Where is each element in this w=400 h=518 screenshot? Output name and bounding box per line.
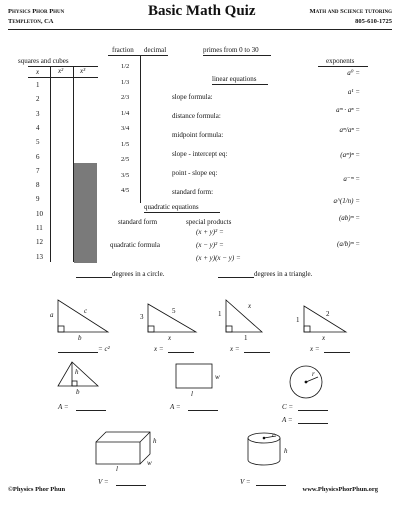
header-org-name: Physics Phor Phun: [8, 8, 65, 15]
t2-label-hyp: 5: [172, 307, 176, 315]
cylinder-answer-label: V =: [240, 478, 251, 486]
linear-equation-prompt: standard form:: [172, 188, 214, 196]
exponents-heading: exponents: [326, 57, 355, 65]
quadratic-formula-label: quadratic formula: [110, 241, 160, 249]
linear-equation-prompt: slope formula:: [172, 93, 213, 101]
cylinder-answer-blank[interactable]: [256, 485, 286, 486]
triangle-1-shape: [58, 300, 108, 332]
t3-answer-blank[interactable]: [244, 352, 270, 353]
exponent-rule-prompt: a^(1/n) =: [333, 197, 360, 205]
header-org-location: Templeton, CA: [8, 18, 54, 25]
area-rectangle-l: l: [191, 390, 193, 398]
squares-row-x-value: 4: [36, 123, 40, 132]
t4-label-bottom: x: [322, 334, 326, 342]
exponent-rule-prompt: aᵐ/aⁿ =: [339, 126, 360, 134]
circle-circumference-label: C =: [282, 403, 294, 411]
squares-row-x-value: 8: [36, 181, 40, 190]
special-product-1: (x + y)² =: [196, 228, 224, 236]
t2-label-side: 3: [140, 313, 144, 321]
squares-row-x-value: 9: [36, 195, 40, 204]
squares-row-x-value: 13: [36, 252, 43, 261]
linear-equation-prompt: point - slope eq:: [172, 169, 218, 177]
exponent-rule-prompt: a⁰ =: [347, 69, 360, 77]
linear-equation-prompt: slope - intercept eq:: [172, 150, 228, 158]
circle-degrees-text: degrees in a circle.: [112, 270, 165, 278]
squares-row-x-value: 6: [36, 152, 40, 161]
area-circle-shape: [290, 366, 322, 398]
standard-form-label: standard form: [118, 218, 158, 226]
decimal-heading: decimal: [144, 46, 167, 54]
page-title: Basic Math Quiz: [148, 3, 256, 19]
squares-row-x-value: 5: [36, 138, 40, 147]
exponent-rule-prompt: a¹ =: [347, 88, 360, 96]
squares-row-x-value: 11: [36, 224, 43, 232]
box-answer-label: V =: [98, 478, 109, 486]
exponent-rule-prompt: aᵐ · aⁿ =: [336, 106, 360, 114]
header-tagline: Math and Science tutoring: [309, 8, 392, 15]
area-triangle-answer-label: A =: [58, 403, 69, 411]
quadratic-heading: quadratic equations: [144, 203, 199, 211]
exponent-rule-prompt: a⁻ᵐ =: [343, 175, 360, 183]
fraction-value: 4/5: [121, 187, 130, 194]
box-answer-blank[interactable]: [116, 485, 146, 486]
fraction-value: 3/5: [121, 171, 130, 179]
special-products-heading: special products: [186, 218, 232, 226]
fraction-value: 1/5: [121, 140, 130, 148]
triangle-4-shape: [304, 306, 346, 332]
t4-answer-blank[interactable]: [324, 352, 350, 353]
squares-row-x-value: 2: [36, 95, 40, 104]
t1-label-a: a: [50, 311, 54, 319]
fraction-value: 1/2: [121, 63, 130, 70]
squares-row-x-value: 12: [36, 238, 43, 247]
t3-label-bottom: 1: [244, 334, 248, 342]
exponent-rule-prompt: (ab)ᵐ =: [338, 214, 360, 222]
special-product-3: (x + y)(x − y) =: [196, 254, 241, 262]
t1-answer-blank[interactable]: [58, 352, 98, 353]
circle-circumference-blank[interactable]: [298, 410, 328, 411]
squares-cubes-heading: squares and cubes: [18, 57, 69, 65]
box-label-l: l: [116, 465, 118, 473]
area-rectangle-shape: [176, 364, 212, 388]
t1-label-b: b: [78, 334, 82, 342]
primes-heading: primes from 0 to 30: [203, 46, 259, 54]
fraction-value: 2/5: [121, 156, 130, 163]
area-circle-r: r: [312, 370, 315, 378]
fraction-value: 1/4: [121, 109, 130, 117]
squares-row-x-value: 1: [36, 81, 40, 89]
volume-box-shape: [96, 432, 150, 464]
linear-heading: linear equations: [212, 75, 257, 83]
squares-row-x-value: 10: [36, 209, 43, 218]
box-label-h: h: [153, 437, 157, 445]
box-label-w: w: [147, 459, 152, 467]
t3-label-side: 1: [218, 310, 222, 318]
t2-answer-blank[interactable]: [168, 352, 194, 353]
t4-label-side: 1: [296, 316, 300, 324]
col-x2-header: x²: [58, 67, 64, 75]
fraction-value: 3/4: [121, 125, 130, 132]
area-triangle-b: b: [76, 388, 80, 396]
col-x-header: x: [36, 68, 40, 76]
area-rectangle-answer-label: A =: [170, 403, 181, 411]
exponent-rule-prompt: (aᵐ)ⁿ =: [340, 151, 360, 159]
linear-equation-prompt: distance formula:: [172, 112, 221, 120]
cylinder-label-r: r: [272, 431, 275, 439]
footer-copyright: ©Physics Phor Phun: [8, 486, 66, 493]
t3-answer-label: x =: [230, 345, 240, 353]
t3-label-hyp: x: [248, 302, 252, 310]
t4-label-hyp: 2: [326, 310, 330, 318]
area-rectangle-w: w: [215, 373, 220, 381]
fraction-heading: fraction: [112, 46, 134, 54]
squares-row-x-value: 7: [36, 166, 40, 175]
squares-row-x-value: 3: [36, 109, 40, 118]
fraction-value: 1/3: [121, 78, 130, 86]
t1-label-c: c: [84, 307, 88, 315]
col-x3-header: x³: [80, 67, 86, 75]
t4-answer-label: x =: [310, 345, 320, 353]
area-triangle-h: h: [75, 368, 79, 376]
circle-area-blank[interactable]: [298, 423, 328, 424]
footer-website: www.PhysicsPhorPhun.org: [302, 486, 378, 493]
area-triangle-blank[interactable]: [76, 410, 106, 411]
linear-equation-prompt: midpoint formula:: [172, 131, 224, 139]
volume-cylinder-shape: [248, 433, 280, 465]
area-rectangle-blank[interactable]: [188, 410, 218, 411]
cylinder-label-h: h: [284, 447, 288, 455]
t2-label-bottom: x: [168, 334, 172, 342]
triangle-3-shape: [226, 300, 262, 332]
exponent-rule-prompt: (a/b)ᵐ =: [337, 240, 360, 248]
special-product-2: (x − y)² =: [196, 241, 224, 249]
circle-area-label: A =: [282, 416, 293, 424]
fraction-value: 2/3: [121, 94, 130, 101]
header-phone: 805-610-1725: [355, 18, 392, 25]
t2-answer-label: x =: [154, 345, 164, 353]
triangle-degrees-text: degrees in a triangle.: [254, 270, 313, 278]
t1-answer-label: = c²: [98, 345, 110, 353]
